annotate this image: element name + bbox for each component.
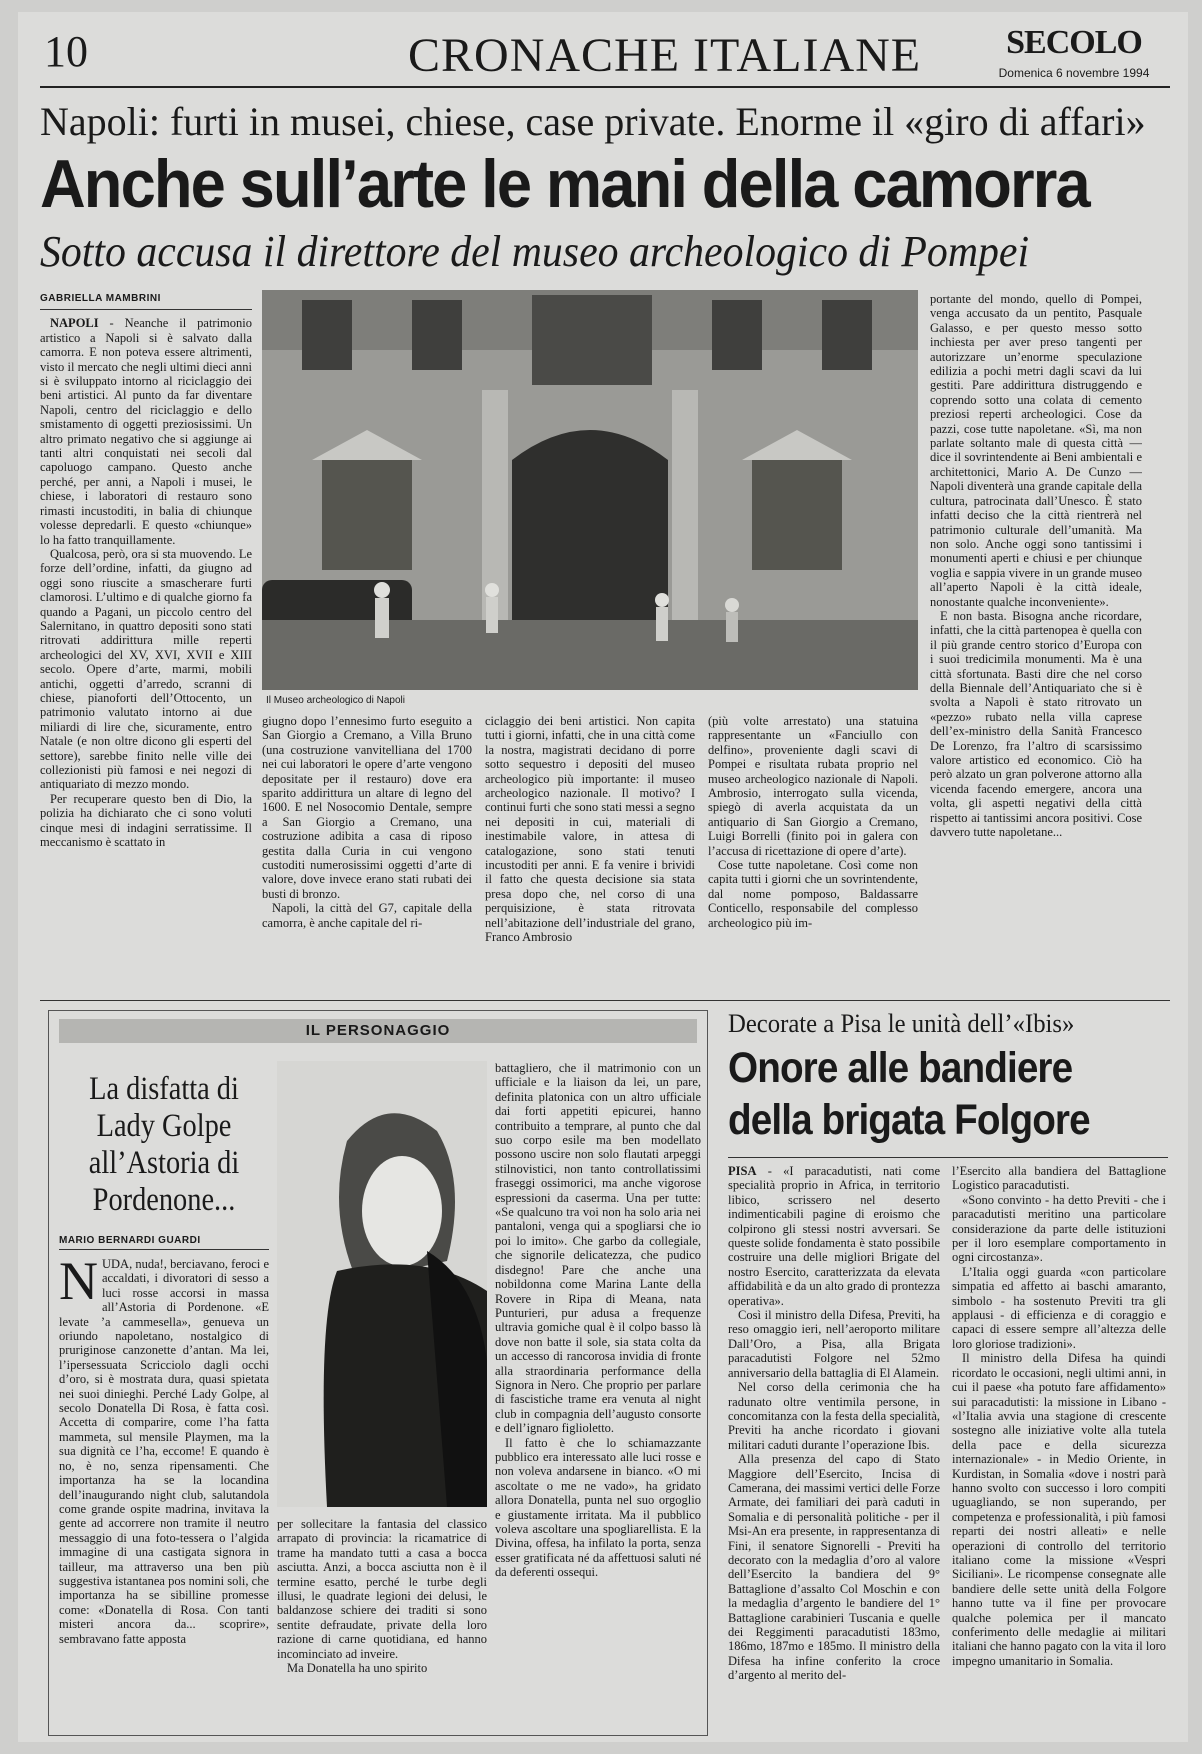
right-col1-text: - «I paracadutisti, nati come specialità proprio in Africa, in territorio libico, scrissero nel deserto indimenticabili pagine di eroismo che colpirono gli stessi nostri avversari. Se queste solide fondamenta è stato possibile costruire una delle migliori Brigate del nostro Esercito, caratterizzata da elevata affidabilità e da un alto grado di prontezza operativa». bbox=[728, 1164, 940, 1308]
right-col1-p3: Nel corso della cerimonia che ha radunato oltre ventimila persone, in concomitanza con la festa della specialità, Previti ha anche ricordato i giovani militari caduti durante l’operazione Ibis. bbox=[728, 1380, 940, 1452]
main-col1-p2: Qualcosa, però, ora si sta muovendo. Le forze dell’ordine, infatti, da giugno ad oggi sono riuscite a smascherare furti clamorosi. L’ultimo e di qualche giorno fa quando a Pagani, un piccolo centro del Salernitano, in quattro depositi sono stati ritrovati addirittura mille reperti archeologici del XV, XVI, XVII e XIII secolo. Opere d’arte, marmi, mobili antichi, oggetti d’arredo, scranni di chiese, pianoforti dell’Ottocento, un patrimonio valutato intorno ai due miliardi di lire che, sicuramente, entro Natale (e non oltre dicono gli esperti del settore), sarebbe finito nelle ville dei collezionisti più famosi e nei negozi di antiquariato di mezzo mondo. bbox=[40, 546, 252, 792]
masthead-logo: SECOLO bbox=[1006, 24, 1142, 61]
box-dropcap: N bbox=[59, 1257, 98, 1311]
main-dateline: NAPOLI bbox=[50, 316, 99, 331]
main-col1-text: - Neanche il patrimonio artistico a Napoli si è salvato dalla camorra. E non poteva essere altrimenti, visto il mercato che negli ultimi dieci anni si è sviluppato intorno al riciclaggio dei beni artistici. Al punto da far diventare Napoli, centro del riciclaggio e dello smistamento di oggetti preziosissimi. Un altro primato negativo che si aggiunge ai tanti altri conquistati nei secoli dal capoluogo campano. Questo anche perché, per anni, a Napoli i musei, le chiese, i laboratori di restauro sono rimasti incustoditi, in balia di chiunque volesse depredarli. E questo «chiunque» lo ha fatto tranquillamente. bbox=[40, 316, 252, 547]
main-col1-p1 bbox=[40, 316, 252, 547]
main-article-col-4 bbox=[708, 714, 918, 988]
main-col5-p2: E non basta. Bisogna anche ricordare, infatti, che la città partenopea è quella con il più grande centro storico d’Europa con i suoi tredicimila monumenti. Ma è una città sfortunata. Basti dire che nel corso della Biennale dell’Antiquariato che si è svolta a Napoli è stato ritrovato un «pezzo» rubato nella villa caprese dell’ex-ministro della Sanità Francesco De Lorenzo, fra l’altro di scarsissimo valore artistico ed economico. Ciò ha però alzato un gran polverone attorno alla vicenda facendo emergere, ancora una volta, gli aspetti negativi della città rispetto ai tantissimi ancora positivi. Cose davvero tutte napoletane... bbox=[930, 608, 1142, 840]
main-article-col-5 bbox=[930, 292, 1142, 988]
box-col-2 bbox=[277, 1517, 487, 1727]
museum-facade-image bbox=[262, 290, 918, 690]
right-dateline: PISA bbox=[728, 1164, 757, 1178]
right-col2-p4: Il ministro della Difesa ha quindi ricordato le occasioni, negli ultimi anni, in cui il paese «ha potuto fare affidamento» sui paracadutisti: la missione in Libano - «l’Italia avvia una stagione di crescente sostegno alle iniziative volte alla tutela della pace e della sicurezza internazionale» - in Medio Oriente, in Kurdistan, in Somalia «dove i nostri parà hanno svolto con successo i loro compiti uguagliando, se non superando, per competenza e professionalità, i più famosi reparti dei nostri alleati» e nelle operazioni di controllo del territorio italiano come la missione «Vespri Siciliani». Le ricompense consegnate alle bandiere delle sette unità della Folgore hanno tutte va il fine per provocare qualche polemica per il mancato conferimento delle medaglie ai militari italiani che hanno pagato con la vita il loro impegno umanitario in Somalia. bbox=[952, 1351, 1166, 1668]
box-byline: MARIO BERNARDI GUARDI bbox=[59, 1235, 269, 1250]
main-article-col-2 bbox=[262, 714, 472, 988]
section-rule bbox=[40, 1000, 1170, 1001]
right-col2-p1: l’Esercito alla bandiera del Battaglione Logistico paracadutisti. bbox=[952, 1164, 1166, 1193]
box-col2-p2: Ma Donatella ha uno spirito bbox=[287, 1661, 428, 1676]
page-number: 10 bbox=[44, 27, 88, 76]
main-col2-p2: Napoli, la città del G7, capitale della camorra, è anche capitale del ri- bbox=[262, 901, 472, 930]
box-col3-p2: Il fatto è che lo schiamazzante pubblico era interessato alle luci rosse e non voleva andarsene in bianco. «O mi ascoltate o me ne vado», ha gridato allora Donatella, punta nel suo orgoglio e giustamente irritata. Ma il pubblico voleva ascoltare una spogliarellista. E la Divina, offesa, ha infilato la porta, senza esser gratificata né da affettuosi saluti né da deferenti ossequi. bbox=[495, 1435, 701, 1580]
right-col2-p3: L’Italia oggi guarda «con particolare simpatia ed affetto ai baschi amaranto, simbolo - ha sostenuto Previti tra gli applausi - di efficienza e di coraggio e capaci di essere sempre all’altezza delle loro gloriose tradizioni». bbox=[952, 1264, 1166, 1351]
box-byline-wrap bbox=[59, 1235, 269, 1250]
box-col3-p1: battagliero, che il matrimonio con un ufficiale e la liaison da lei, un pare, definita platonica con un altro ufficiale dai forti appetiti epicurei, hanno contribuito a temprare, al punto che dal suo corpo esile ma ben modellato possono uscire non solo flautati arpeggi stilnovistici, non tanto controllatissimi fraseggi ossimorici, ma anche vigorose espressioni da caserma. Una per tutte: «Se qualcuno tra voi non ha solo aria nei pantaloni, venga qui a spogliarsi che io poi lo imito». Che garbo da collegiale, che signorile delicatezza, che pudico disdegno! Pare che anche una nobildonna come Marina Lante della Rovere in Ripa di Meana, nata Punturieri, pur adusa a frequenze ultravia gomiche qual è il colpo basso là dove non batte il sole, sia stata colta da un accesso di rancorosa invidia di fronte alla straordinaria performance della Signora in Nero. Che proprio per parlare di fascistiche trame era venuta al night club in compagnia dell’augusto consorte e dell’ignaro figlioletto. bbox=[495, 1061, 701, 1436]
main-col5-p1: portante del mondo, quello di Pompei, venga accusato da un pentito, Pasquale Galasso, e per questo messo sotto inchiesta per aver preso tangenti per autorizzare un’enorme speculazione edilizia a pochi metri dagli scavi da lui gestiti. Pare addirittura distruggendo e coprendo sotto una colata di cemento preziosi reperti archeologici. Cose da pazzi, cose tutte napoletane. «Sì, ma non parlate soltanto male di questa città — dice il sovrintendente ai Beni ambientali e architettonici, Mario A. De Cunzo — Napoli diventerà una grande capitale della cultura, patrocinata dall’Unesco. È stato infatti deciso che la città rientrerà nel patrimonio culturale dell’umanità. Ma non solo. Anche oggi sono tantissimi i monumenti aperti e chiusi e per chiunque voglia e sappia vivere in un grande museo all’aperto Napoli è la città ideale, nonostante qualche inconveniente». bbox=[930, 292, 1142, 609]
box-title: La disfatta di Lady Golpe all’Astoria di Pordenone... bbox=[88, 1071, 240, 1218]
main-article-col-3 bbox=[485, 714, 695, 988]
main-col1-p3: Per recuperare questo ben di Dio, la polizia ha dichiarato che ci sono voluti cinque mesi di indagini serratissime. Il meccanismo è scattato in bbox=[40, 791, 252, 850]
right-col2-p2: «Sono convinto - ha detto Previti - che i paracadutisti meritino una particolare considerazione da parte delle istituzioni per il loro esemplare comportamento in ogni circostanza». bbox=[952, 1192, 1166, 1265]
right-kicker: Decorate a Pisa le unità dell’«Ibis» bbox=[728, 1009, 1075, 1038]
main-kicker: Napoli: furti in musei, chiese, case private. Enorme il «giro di affari» bbox=[40, 99, 1146, 144]
main-col2-p1: giugno dopo l’ennesimo furto eseguito a San Giorgio a Cremano, a Villa Bruno (una costruzione vanvitelliana del 1700 nei cui laboratori le opere d’arte vengono depositate per il restauro) dove era sparito addirittura un altare di legno del 1600. E nel Nosocomio Dentale, sempre a San Giorgio a Cremano, una costruzione adibita a casa di riposo gestita dalla Curia in cui vengono custoditi numerosissimi oggetti d’arte di valore, dove invece erano stati rubati dei busti di bronzo. bbox=[262, 714, 472, 901]
box-col2-p1: per sollecitare la fantasia del classico arrapato di provincia: la ricamatrice di trame ha mandato tutti a casa a bocca asciutta. Anzi, a bocca asciutta non è il termine esatto, perché le turbe degli illusi, le quadrate legioni dei delusi, le baldanzose schiere dei traditi si sono sentite defraudate, private della loro razione di carne quotidiana, ed hanno incominciato ad inveire. bbox=[277, 1517, 487, 1661]
header-rule bbox=[40, 86, 1170, 88]
main-byline: GABRIELLA MAMBRINI bbox=[40, 292, 252, 310]
main-article-col-1 bbox=[40, 292, 252, 988]
personaggio-box bbox=[48, 1010, 708, 1736]
right-col1-p2: Così il ministro della Difesa, Previti, ha reso omaggio ieri, nell’aeroporto militare Dall’Oro, a Pisa, alla Brigata paracadutisti Folgore nel 52mo anniversario della battaglia di El Alamein. bbox=[728, 1308, 940, 1380]
box-col1-p1 bbox=[59, 1257, 269, 1646]
lady-golpe-photo bbox=[277, 1061, 487, 1507]
main-col4-p1: (più volte arrestato) una statuina rappresentante un «Fanciullo con delfino», proveniente dagli scavi di Pompei e risultata rubata proprio nel museo archeologico nazionale di Napoli. Ambrosio, interrogato sulla vicenda, spiegò di averla acquistata da un antiquario di San Giorgio a Cremano, Luigi Borrelli (finito poi in galera con l’accusa di ricettazione di opere d’arte). bbox=[708, 714, 918, 858]
section-title: CRONACHE ITALIANE bbox=[408, 29, 922, 82]
right-article-col-2 bbox=[952, 1164, 1166, 1736]
portrait-image bbox=[277, 1061, 487, 1507]
right-col1-p4: Alla presenza del capo di Stato Maggiore dell’Esercito, Incisa di Camerana, dei massimi vertici delle Forze Armate, dei familiari dei parà caduti in Somalia e di personalità politiche - per il Msi-An era presente, in rappresentanza di Fini, il senatore Signorelli - Previti ha decorato con la medaglia d’oro al valore dell’Esercito la bandiera del 9° Battaglione d’assalto Col Moschin e con la medaglia d’argento le bandiere del 1° Battaglione carabinieri Tuscania e quelle dei Reggimenti paracadutisti 183mo, 186mo, 187mo e 185mo. Il ministro della Difesa ha infine conferito la croce d’argento al merito del- bbox=[728, 1452, 940, 1683]
right-headline: Onore alle bandiere della brigata Folgore bbox=[728, 1044, 1090, 1144]
newspaper-page bbox=[18, 12, 1188, 1742]
masthead bbox=[974, 26, 1174, 80]
box-col1-text: UDA, nuda!, berciavano, feroci e accaldati, i divoratori di sesso a luci rosse accorsi in massa all’Astoria di Pordenone. «E levate ’a cammesella», genueva un oriundo napoletano, nostalgico di pruriginose canzonette d’antan. Ma lei, l’ipersessuata Scricciolo dagli occhi d’oro, si è mostrata dura, quasi spietata nei suoi dinieghi. Perché Lady Golpe, al secolo Donatella Di Rosa, è fatta così. Accetta di comparire, come l’ha fatta mammeta, sul mensile Playmen, ma la sua dignità ce l’ha, eccome! E quando è no, è no, senza ripensamenti. Che importanza ha se la locandina dell’inaugurando night club, salutandola come grande ospite madrina, invitava la gente ad accorrere non tramite il neutro messaggio di una foto-tessera o l’algida immagine di una castigata signora in tailleur, ma attraverso una ben più suggestiva istantanea pos nomini soli, che importanza ha se sibilline promesse come: «Donatella di Rosa. Con tanti misteri ancora da... scoprire», sembravano fatte apposta bbox=[59, 1257, 269, 1646]
main-headline: Anche sull’arte le mani della camorra bbox=[40, 146, 1089, 222]
right-article-col-1 bbox=[728, 1164, 940, 1736]
main-subheadline: Sotto accusa il direttore del museo archeologico di Pompei bbox=[40, 227, 1030, 276]
issue-date: Domenica 6 novembre 1994 bbox=[998, 66, 1150, 80]
main-col4-p2: Cose tutte napoletane. Così come non capita tutti i giorni che un sovrintendente, dal nome pomposo, Baldassarre Conticello, responsabile del complesso archeologico più im- bbox=[708, 858, 918, 930]
box-col-1 bbox=[59, 1257, 269, 1727]
museum-photo bbox=[262, 290, 918, 690]
photo-caption: Il Museo archeologico di Napoli bbox=[266, 695, 405, 706]
right-col1-p1 bbox=[728, 1164, 940, 1308]
box-col-3 bbox=[495, 1061, 701, 1727]
main-col3-p1: ciclaggio dei beni artistici. Non capita tutti i giorni, infatti, che in una città come la nostra, magistrati decidano di porre sotto sequestro i depositi del museo archeologico più importante: il museo archeologico nazionale. Il motivo? I continui furti che sono stati messi a segno nei depositi in cui, materiali di inestimabile valore, in attesa di catalogazione, sono stati tenuti incustoditi per anni. E fa venire i brividi il fatto che questa decisione sia stata presa dopo che, nel corso di una perquisizione, è stata ritrovata nell’abitazione dell’industriale del grano, Franco Ambrosio bbox=[485, 714, 695, 945]
box-label: IL PERSONAGGIO bbox=[59, 1019, 697, 1043]
right-rule bbox=[728, 1157, 1168, 1158]
